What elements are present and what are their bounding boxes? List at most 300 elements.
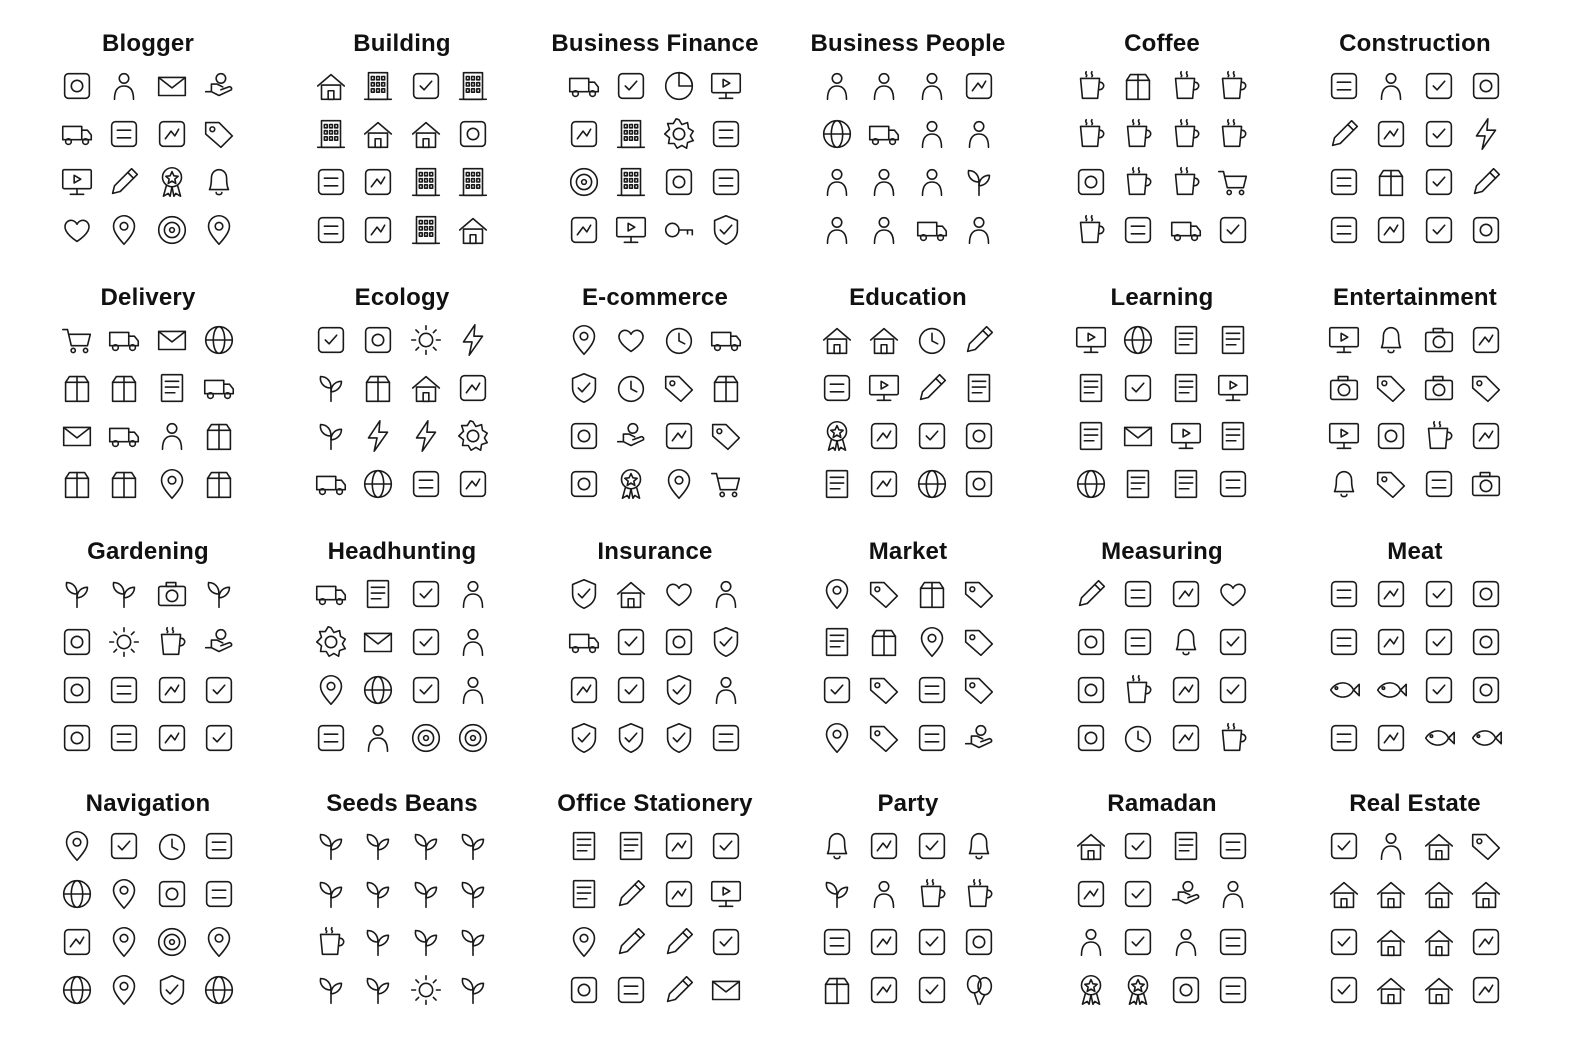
eraser-icon	[560, 966, 608, 1014]
solar-panel-icon	[312, 321, 350, 359]
glue-bottle-icon	[612, 971, 650, 1009]
heart-shield-icon	[655, 570, 703, 618]
resume-icon	[359, 575, 397, 613]
group-title: Gardening	[87, 538, 209, 565]
parcel-letter-icon	[58, 417, 96, 455]
career-steps-icon	[908, 206, 956, 254]
firecracker-icon	[960, 923, 998, 961]
city-buildings-icon	[402, 206, 450, 254]
sprout-icon	[200, 575, 238, 613]
house-key-icon	[1415, 918, 1463, 966]
profile-cards-icon	[58, 115, 96, 153]
menu-card-icon	[1162, 206, 1210, 254]
coffee-sachet-icon	[1162, 158, 1210, 206]
briefcase-icon	[707, 827, 745, 865]
rope-barrier-icon	[1372, 417, 1410, 455]
alarm-clock-icon	[908, 316, 956, 364]
group-title: Meat	[1387, 538, 1443, 565]
24h-service-icon	[655, 316, 703, 364]
globe-search-icon	[1072, 465, 1110, 503]
video-lesson-icon	[1167, 417, 1205, 455]
navigation-arrow-icon	[58, 923, 96, 961]
store-door-icon	[818, 671, 856, 709]
lantern-icon	[1119, 875, 1157, 913]
shrimp-icon	[1415, 714, 1463, 762]
discount-ticket-icon	[707, 417, 745, 455]
clapping-hands-icon	[105, 211, 143, 249]
oil-lamp-icon	[1114, 918, 1162, 966]
store-door-icon	[813, 666, 861, 714]
gifts-icon	[813, 966, 861, 1014]
beans-icon	[307, 870, 355, 918]
telescope-icon	[860, 412, 908, 460]
pistachio-icon	[449, 918, 497, 966]
icon-group	[1295, 280, 1535, 520]
box-badge-icon	[195, 460, 243, 508]
brick-wall-icon	[1420, 67, 1458, 105]
box-scan-icon	[200, 417, 238, 455]
saw-icon	[200, 671, 238, 709]
pruning-shears-icon	[53, 714, 101, 762]
graduation-cap-icon	[312, 719, 350, 757]
cocoa-pod-icon	[307, 822, 355, 870]
checklist-icon	[1209, 412, 1257, 460]
house-discount-icon	[1415, 822, 1463, 870]
champagne-icon	[913, 875, 951, 913]
mountain-flag-icon	[153, 875, 191, 913]
laptop-book-icon	[1167, 321, 1205, 359]
server-shield-icon	[565, 719, 603, 757]
map-icon	[195, 822, 243, 870]
thumbs-up-icon	[195, 62, 243, 110]
warehouse-icon	[454, 211, 492, 249]
fried-egg-icon	[1325, 623, 1363, 661]
global-location-icon	[200, 971, 238, 1009]
strategy-board-icon	[607, 206, 655, 254]
sugar-cubes-icon	[1067, 158, 1115, 206]
gear-idea-icon	[655, 110, 703, 158]
gift-box-icon	[913, 575, 951, 613]
24h-service-icon	[660, 321, 698, 359]
lighthouse-icon	[359, 115, 397, 153]
ladder-icon	[1462, 206, 1510, 254]
thumbs-up-icon	[955, 714, 1003, 762]
receipt-icon	[813, 618, 861, 666]
megaphone-icon	[1372, 321, 1410, 359]
map-location-icon	[200, 211, 238, 249]
almond-icon	[449, 870, 497, 918]
measuring-tape-icon	[1214, 623, 1252, 661]
lighthouse-icon	[354, 110, 402, 158]
skewer-icon	[1415, 570, 1463, 618]
map-pin-icon	[100, 966, 148, 1014]
peanut-icon	[449, 822, 497, 870]
highlighter-icon	[607, 870, 655, 918]
box-return-icon	[702, 364, 750, 412]
ticket-icon	[1462, 364, 1510, 412]
hose-reel-icon	[153, 575, 191, 613]
quran-icon	[1167, 827, 1205, 865]
discount-tag-icon	[655, 364, 703, 412]
team-icon	[100, 62, 148, 110]
credit-card-icon	[702, 316, 750, 364]
search-gear-icon	[307, 618, 355, 666]
drill-icon	[1420, 163, 1458, 201]
shopping-bag-icon	[565, 321, 603, 359]
target-icon	[565, 163, 603, 201]
sunflower-seed-icon	[402, 966, 450, 1014]
winner-podium-icon	[960, 163, 998, 201]
bell-icon	[813, 822, 861, 870]
device-note-icon	[1072, 321, 1110, 359]
black-friday-tag-icon	[955, 666, 1003, 714]
global-person-icon	[813, 110, 861, 158]
credit-card-icon	[707, 321, 745, 359]
ketupat-icon	[1072, 875, 1110, 913]
basketball-icon	[913, 465, 951, 503]
skyscraper-icon	[449, 158, 497, 206]
rubber-boots-icon	[148, 666, 196, 714]
worker-icon	[1367, 62, 1415, 110]
shop-icon	[312, 163, 350, 201]
camel-icon	[1214, 827, 1252, 865]
weights-icon	[1114, 618, 1162, 666]
iced-coffee-icon	[1167, 115, 1205, 153]
push-pin-icon	[565, 923, 603, 961]
pea-pod-icon	[454, 971, 492, 1009]
envelope-icon	[702, 966, 750, 1014]
black-friday-tag-icon	[960, 671, 998, 709]
office-chair-icon	[612, 163, 650, 201]
cart-trolley-icon	[707, 465, 745, 503]
chat-questions-icon	[1114, 364, 1162, 412]
coffee-beans-icon	[312, 923, 350, 961]
wallet-icon	[913, 719, 951, 757]
cocoa-pod-icon	[312, 827, 350, 865]
buy-click-icon	[660, 417, 698, 455]
receipt-icon	[818, 623, 856, 661]
film-strip-icon	[1420, 321, 1458, 359]
chat-questions-icon	[1119, 369, 1157, 407]
briefcase-icon	[607, 62, 655, 110]
renewable-energy-icon	[354, 412, 402, 460]
calendar-icon	[702, 918, 750, 966]
discount-cloud-icon	[865, 575, 903, 613]
compass-icon	[148, 822, 196, 870]
map-marker-icon	[105, 923, 143, 961]
satellite-icon	[195, 870, 243, 918]
microphone-icon	[960, 827, 998, 865]
location-pin-icon	[53, 822, 101, 870]
health-insurance-icon	[660, 623, 698, 661]
icon-group	[1042, 26, 1282, 266]
group-title: Entertainment	[1333, 284, 1497, 311]
focus-person-icon	[908, 158, 956, 206]
megaphone-icon	[200, 163, 238, 201]
hand-plant-icon	[105, 575, 143, 613]
paint-bucket-icon	[1415, 206, 1463, 254]
payment-hand-icon	[612, 417, 650, 455]
server-shield-icon	[560, 714, 608, 762]
envelope-icon	[707, 971, 745, 1009]
edit-pencil-icon	[105, 163, 143, 201]
for-sale-sign-icon	[1462, 822, 1510, 870]
briefcase-icon	[702, 822, 750, 870]
growing-plant-icon	[312, 417, 350, 455]
presentation-board-icon	[702, 870, 750, 918]
trowel-icon	[1320, 110, 1368, 158]
audio-book-icon	[1072, 417, 1110, 455]
blog-layout-icon	[53, 62, 101, 110]
lantern-icon	[1114, 870, 1162, 918]
mountain-flag-icon	[148, 870, 196, 918]
paint-roller-icon	[1320, 206, 1368, 254]
roast-chicken-icon	[1320, 714, 1368, 762]
squid-icon	[1467, 719, 1505, 757]
location-pin-icon	[58, 827, 96, 865]
hourglass-icon	[1209, 714, 1257, 762]
discount-ticket-icon	[702, 412, 750, 460]
global-pin-icon	[195, 316, 243, 364]
group-title: Party	[877, 790, 939, 817]
heart-rate-icon	[1209, 570, 1257, 618]
balance-scale-icon	[565, 211, 603, 249]
hand-shield-icon	[660, 671, 698, 709]
businessman-icon	[560, 62, 608, 110]
target-arrow-icon	[449, 714, 497, 762]
pencil-holder-icon	[607, 918, 655, 966]
discount-coupon-icon	[960, 575, 998, 613]
warehouse-icon	[449, 206, 497, 254]
group-title: Market	[868, 538, 948, 565]
profile-refresh-icon	[407, 623, 445, 661]
candidate-checklist-icon	[454, 575, 492, 613]
movie-camera-icon	[1325, 369, 1363, 407]
eco-gear-icon	[454, 417, 492, 455]
team-flag-icon	[454, 623, 492, 661]
party-hat-icon	[908, 918, 956, 966]
coins-stack-icon	[660, 163, 698, 201]
toilet-icon	[1462, 966, 1510, 1014]
color-palette-icon	[1372, 211, 1410, 249]
coffee-sachet-icon	[1167, 163, 1205, 201]
tape-measure-icon	[1420, 115, 1458, 153]
wishlist-document-icon	[612, 321, 650, 359]
tower-crane-icon	[1320, 62, 1368, 110]
rocket-icon	[707, 115, 745, 153]
video-screen-icon	[1325, 417, 1363, 455]
coconut-icon	[359, 923, 397, 961]
balance-scale-icon	[560, 206, 608, 254]
shovel-icon	[58, 623, 96, 661]
takeaway-cup-icon	[1119, 163, 1157, 201]
shopping-cart-icon	[913, 623, 951, 661]
time-person-icon	[818, 211, 856, 249]
satellite-icon	[200, 875, 238, 913]
magnifier-icon	[655, 822, 703, 870]
group-title: Construction	[1339, 30, 1491, 57]
rating-icon	[612, 465, 650, 503]
photo-insurance-icon	[612, 623, 650, 661]
search-gear-icon	[312, 623, 350, 661]
rope-barrier-icon	[1367, 412, 1415, 460]
global-pin-icon	[200, 321, 238, 359]
backpack-icon	[860, 460, 908, 508]
house-cart-icon	[1420, 971, 1458, 1009]
document-shield-icon	[702, 618, 750, 666]
crescent-star-icon	[1067, 966, 1115, 1014]
weight-scale-icon	[1114, 570, 1162, 618]
icon-group	[788, 280, 1028, 520]
team-cycle-icon	[955, 110, 1003, 158]
bedroom-icon	[1467, 923, 1505, 961]
magnifier-report-icon	[560, 110, 608, 158]
caliper-icon	[1072, 671, 1110, 709]
electric-car-icon	[307, 460, 355, 508]
bank-icon	[449, 110, 497, 158]
bunting-icon	[860, 966, 908, 1014]
cezve-icon	[1214, 211, 1252, 249]
travel-insurance-icon	[612, 671, 650, 709]
growing-plant-icon	[307, 412, 355, 460]
hotel-icon	[307, 110, 355, 158]
balloons-icon	[960, 971, 998, 1009]
group-title: Measuring	[1101, 538, 1223, 565]
globe-search-icon	[1067, 460, 1115, 508]
award-badge-icon	[148, 158, 196, 206]
wrench-screwdriver-icon	[1320, 158, 1368, 206]
art-palette-icon	[1420, 465, 1458, 503]
ketupat-icon	[1067, 870, 1115, 918]
theater-masks-icon	[1467, 417, 1505, 455]
mosque-icon	[1067, 822, 1115, 870]
earth-hand-icon	[359, 465, 397, 503]
ribbon-bow-icon	[908, 966, 956, 1014]
dumbbell-icon	[1162, 618, 1210, 666]
medal-icon	[818, 417, 856, 455]
cart-trolley-icon	[702, 460, 750, 508]
tape-dispenser-icon	[655, 966, 703, 1014]
checklist-person-icon	[908, 62, 956, 110]
icon-group	[1042, 280, 1282, 520]
film-reel-icon	[1415, 364, 1463, 412]
tape-measure-icon	[1415, 110, 1463, 158]
wheelbarrow-icon	[105, 719, 143, 757]
hashtag-icon	[200, 115, 238, 153]
solar-panel-icon	[307, 316, 355, 364]
hazelnut-icon	[354, 870, 402, 918]
location-search-icon	[307, 666, 355, 714]
garage-icon	[307, 206, 355, 254]
pencil-icon	[955, 316, 1003, 364]
sausages-icon	[1367, 570, 1415, 618]
navigation-arrow-icon	[53, 918, 101, 966]
hanging-scale-icon	[1067, 714, 1115, 762]
hashtag-icon	[195, 110, 243, 158]
coffee-shop-icon	[1067, 110, 1115, 158]
return-box-icon	[105, 465, 143, 503]
group-title: Coffee	[1124, 30, 1200, 57]
video-book-icon	[1214, 321, 1252, 359]
plug-icon	[1467, 115, 1505, 153]
alarm-clock-icon	[913, 321, 951, 359]
target-person-icon	[407, 719, 445, 757]
brain-book-icon	[1119, 465, 1157, 503]
tape-measure-icon	[1167, 719, 1205, 757]
seed-packet-icon	[58, 575, 96, 613]
house-cart-icon	[1415, 966, 1463, 1014]
shipping-truck-icon	[655, 460, 703, 508]
home-insurance-icon	[612, 575, 650, 613]
school-icon	[813, 316, 861, 364]
quran-icon	[1162, 822, 1210, 870]
team-meeting-icon	[354, 714, 402, 762]
network-people-icon	[860, 158, 908, 206]
icon-group	[1042, 786, 1282, 1026]
factory-icon	[359, 211, 397, 249]
sprout-icon	[195, 570, 243, 618]
sausage-fork-icon	[1420, 623, 1458, 661]
notebook-icon	[960, 369, 998, 407]
career-growth-icon	[307, 570, 355, 618]
umbrella-person-icon	[707, 575, 745, 613]
career-steps-icon	[913, 211, 951, 249]
search-person-icon	[865, 67, 903, 105]
24-7-support-icon	[612, 369, 650, 407]
global-search-icon	[354, 666, 402, 714]
career-growth-icon	[312, 575, 350, 613]
mail-lesson-icon	[1114, 412, 1162, 460]
clipboard-icon	[148, 364, 196, 412]
hot-dog-icon	[1367, 618, 1415, 666]
ramadan-badge-icon	[1114, 966, 1162, 1014]
globe-compass-icon	[58, 971, 96, 1009]
book-hand-icon	[1162, 460, 1210, 508]
package-icon	[58, 369, 96, 407]
presenter-icon	[818, 163, 856, 201]
plant-plug-icon	[312, 369, 350, 407]
blackboard-icon	[860, 364, 908, 412]
solar-energy-icon	[454, 321, 492, 359]
video-lesson-icon	[1162, 412, 1210, 460]
shopping-bag-icon	[818, 719, 856, 757]
trowel-icon	[1325, 115, 1363, 153]
paint-roller-icon	[1325, 211, 1363, 249]
notebook-icon	[955, 364, 1003, 412]
photo-insurance-icon	[607, 618, 655, 666]
meeting-icon	[960, 67, 998, 105]
coffee-grinder-icon	[1167, 67, 1205, 105]
info-icon	[565, 417, 603, 455]
group-title: Education	[849, 284, 967, 311]
coffee-beans-icon	[1072, 67, 1110, 105]
edit-pencil-icon	[100, 158, 148, 206]
pumpkin-seeds-icon	[407, 827, 445, 865]
house-icon	[307, 62, 355, 110]
route-pin-icon	[153, 465, 191, 503]
microphone-icon	[1320, 460, 1368, 508]
id-card-icon	[865, 115, 903, 153]
kidney-bean-icon	[407, 923, 445, 961]
target-icon	[560, 158, 608, 206]
shrimp-icon	[1420, 719, 1458, 757]
pen-icon	[908, 364, 956, 412]
office-building-icon	[354, 62, 402, 110]
house-key-icon	[1420, 923, 1458, 961]
fried-egg-icon	[1320, 618, 1368, 666]
cake-icon	[865, 827, 903, 865]
directors-chair-icon	[1462, 316, 1510, 364]
